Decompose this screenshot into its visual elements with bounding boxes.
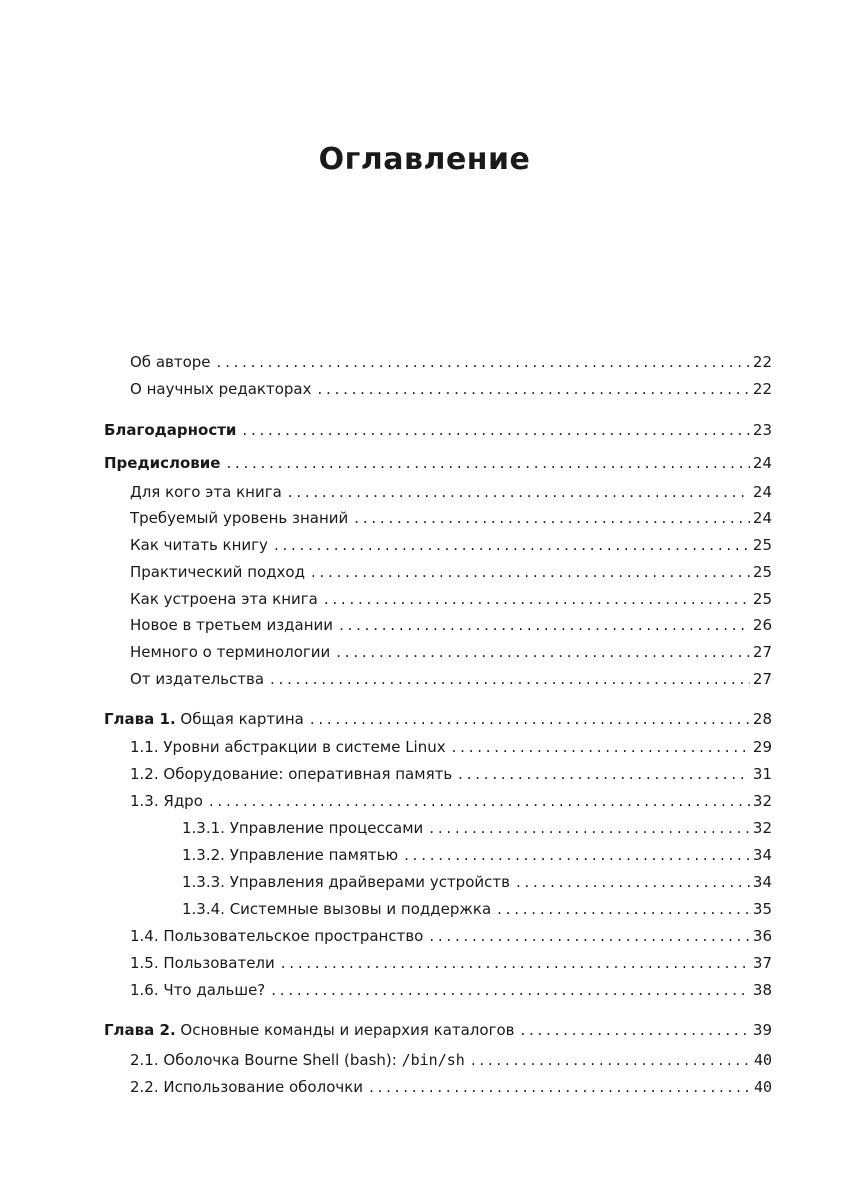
toc-entry-label: Новое в третьем издании: [130, 616, 334, 634]
toc-entry-label: О научных редакторах: [130, 380, 312, 398]
toc-page-number: 27: [752, 643, 772, 661]
toc-page-number: 31: [752, 765, 772, 783]
dot-leader: [318, 379, 750, 399]
toc-entry-label: 1.4. Пользовательское пространство: [130, 927, 424, 945]
toc-entry-label: Как устроена эта книга: [130, 590, 318, 608]
dot-leader: [226, 453, 749, 473]
page-title: Оглавление: [318, 142, 531, 177]
dot-leader: [471, 1050, 751, 1070]
toc-entry[interactable]: [130, 508, 772, 528]
toc-entry-label: От издательства: [130, 670, 265, 688]
toc-entry-label: 1.3. Ядро: [130, 792, 203, 810]
dot-leader: [271, 980, 750, 1000]
toc-entry[interactable]: [130, 642, 772, 662]
dot-leader: [242, 420, 749, 440]
dot-leader: [354, 508, 750, 528]
toc-page-number: 34: [752, 846, 772, 864]
toc-entry[interactable]: [130, 615, 772, 635]
dot-leader: [311, 562, 750, 582]
toc-chapter-entry[interactable]: [104, 1020, 772, 1040]
toc-page-number: 38: [752, 981, 772, 999]
toc-section-entry[interactable]: [104, 420, 772, 440]
toc-entry-label: 1.1. Уровни абстракции в системе Linux: [130, 738, 446, 756]
toc-entry[interactable]: [130, 482, 772, 502]
toc-page-number: 22: [752, 353, 772, 371]
toc-entry[interactable]: [130, 562, 772, 582]
toc-subentry[interactable]: [182, 872, 772, 892]
toc-page-number: 27: [752, 670, 772, 688]
toc-subentry[interactable]: [182, 818, 772, 838]
toc-page-number: 25: [752, 563, 772, 581]
toc-entry-label: Для кого эта книга: [130, 483, 282, 501]
toc-entry[interactable]: [130, 791, 772, 811]
toc-entry[interactable]: [130, 589, 772, 609]
toc-page-number: 25: [752, 536, 772, 554]
toc-entry-label: [104, 1020, 514, 1040]
toc-entry[interactable]: [130, 764, 772, 784]
toc-entry[interactable]: [130, 953, 772, 973]
toc-subentry[interactable]: [182, 899, 772, 919]
toc-entry-label: 1.5. Пользователи: [130, 954, 275, 972]
dot-leader: [217, 352, 750, 372]
toc-entry[interactable]: [130, 1050, 772, 1070]
toc-entry-label: [104, 709, 304, 729]
toc-page-number: 32: [752, 792, 772, 810]
toc-entry-label: 2.2. Использование оболочки: [130, 1078, 364, 1096]
dot-leader: [281, 953, 750, 973]
toc-page-number: 24: [752, 454, 772, 472]
chapter-prefix: Глава 2.: [104, 1021, 176, 1039]
toc-chapter-entry[interactable]: [104, 709, 772, 729]
dot-leader: [452, 737, 750, 757]
toc-subentry[interactable]: [182, 845, 772, 865]
toc-entry[interactable]: [130, 980, 772, 1000]
toc-entry-label: Благодарности: [104, 421, 237, 439]
dot-leader: [520, 1020, 749, 1040]
toc-page-number: 37: [752, 954, 772, 972]
toc-entry[interactable]: [130, 379, 772, 399]
toc-entry[interactable]: [130, 669, 772, 689]
toc-page-number: 29: [752, 738, 772, 756]
toc-entry-label: 1.3.2. Управление памятью: [182, 846, 399, 864]
toc-entry-label: 1.3.3. Управления драйверами устройств: [182, 873, 510, 891]
toc-entry-label: Об авторе: [130, 353, 211, 371]
code-path: /bin/sh: [401, 1051, 465, 1069]
dot-leader: [274, 535, 750, 555]
toc-entry[interactable]: [130, 352, 772, 372]
dot-leader: [429, 818, 750, 838]
toc-page-number: 32: [752, 819, 772, 837]
dot-leader: [270, 669, 750, 689]
toc-section-entry[interactable]: [104, 453, 772, 473]
dot-leader: [429, 926, 750, 946]
toc-entry[interactable]: [130, 737, 772, 757]
toc-page-number: 24: [752, 483, 772, 501]
chapter-title: Общая картина: [180, 710, 304, 728]
dot-leader: [339, 615, 750, 635]
dot-leader: [288, 482, 750, 502]
dot-leader: [369, 1077, 751, 1097]
toc-entry-label: Требуемый уровень знаний: [130, 509, 349, 527]
dot-leader: [324, 589, 750, 609]
dot-leader: [516, 872, 750, 892]
toc-entry-label: Немного о терминологии: [130, 643, 331, 661]
toc-entry-label: 1.2. Оборудование: оперативная память: [130, 765, 453, 783]
dot-leader: [458, 764, 750, 784]
toc-page-number: 26: [752, 616, 772, 634]
toc-page-number: 36: [752, 927, 772, 945]
dot-leader: [404, 845, 750, 865]
entry-text: 2.1. Оболочка Bourne Shell (bash):: [130, 1051, 397, 1069]
toc-page-number: 40: [753, 1078, 772, 1096]
toc-entry[interactable]: [130, 1077, 772, 1097]
chapter-prefix: Глава 1.: [104, 710, 176, 728]
toc-page-number: 24: [752, 509, 772, 527]
toc-entry[interactable]: [130, 535, 772, 555]
toc-page-number: 22: [752, 380, 772, 398]
toc-page-number: 40: [753, 1051, 772, 1069]
dot-leader: [209, 791, 750, 811]
toc-page-number: 39: [752, 1021, 772, 1039]
toc-page-number: 23: [752, 421, 772, 439]
toc-entry[interactable]: [130, 926, 772, 946]
toc-entry-label: 1.3.4. Системные вызовы и поддержка: [182, 900, 492, 918]
toc-entry-label: [130, 1050, 465, 1070]
toc-entry-label: Предисловие: [104, 454, 221, 472]
dot-leader: [310, 709, 750, 729]
dot-leader: [497, 899, 750, 919]
toc-page-number: 35: [752, 900, 772, 918]
toc-entry-label: 1.6. Что дальше?: [130, 981, 266, 999]
toc-entry-label: Как читать книгу: [130, 536, 268, 554]
toc-page-number: 34: [752, 873, 772, 891]
toc-entry-label: 1.3.1. Управление процессами: [182, 819, 424, 837]
dot-leader: [336, 642, 750, 662]
toc-entry-label: Практический подход: [130, 563, 305, 581]
chapter-title: Основные команды и иерархия каталогов: [180, 1021, 515, 1039]
toc-page-number: 28: [752, 710, 772, 728]
toc-page-number: 25: [752, 590, 772, 608]
